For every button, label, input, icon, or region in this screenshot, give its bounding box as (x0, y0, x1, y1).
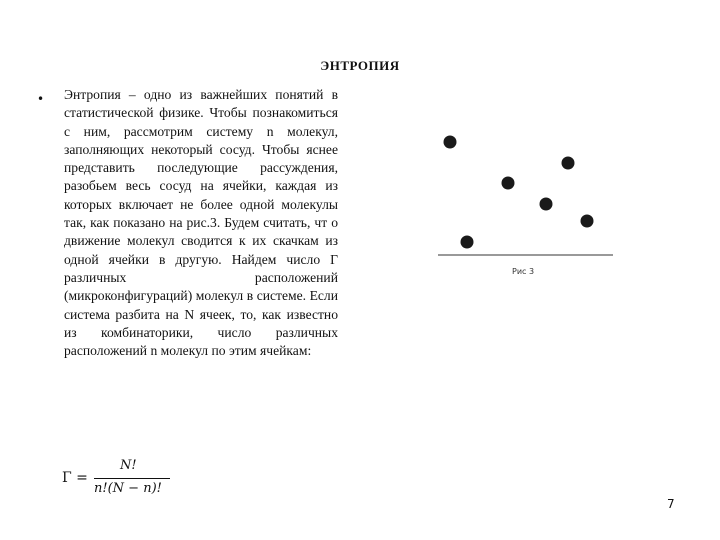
page-number: 7 (667, 497, 675, 511)
formula-lhs: Γ = (62, 470, 88, 486)
molecule-dot (562, 157, 575, 170)
figure-caption: Рис 3 (512, 267, 535, 276)
molecule-dot (540, 198, 553, 211)
body-paragraph: Энтропия – одно из важнейших понятий в статистической физике. Чтобы познакомиться с ним, рассмотрим систему n молекул, заполняющих некоторый сосуд. Чтобы яснее представить последующие рассуждения, разобьем весь сосуд на ячейки, каждая из которых включает не более одной молекулы так, как показано на рис.3. Будем считать, чт о движение молекул сводится к их скачкам из одной ячейки в другую. Найдем число Г различных расположений (микроконфигураций) молекул в системе. Если система разбита на N ячеек, то, как известно из комбинаторики, число различных расположений n молекул по этим ячейкам: (64, 87, 338, 359)
slide-title: ЭНТРОПИЯ (320, 58, 400, 73)
molecule-dot (444, 136, 457, 149)
formula-numerator: N! (120, 458, 137, 473)
bullet-marker: • (37, 92, 45, 106)
formula-denominator: n!(N − n)! (94, 481, 162, 496)
combinatorics-formula (62, 456, 172, 498)
molecule-dot (502, 177, 515, 190)
molecules-diagram (430, 120, 620, 280)
molecule-dot (581, 215, 594, 228)
fraction-line (94, 478, 170, 479)
molecule-dot (461, 236, 474, 249)
molecules-figure (430, 120, 620, 280)
